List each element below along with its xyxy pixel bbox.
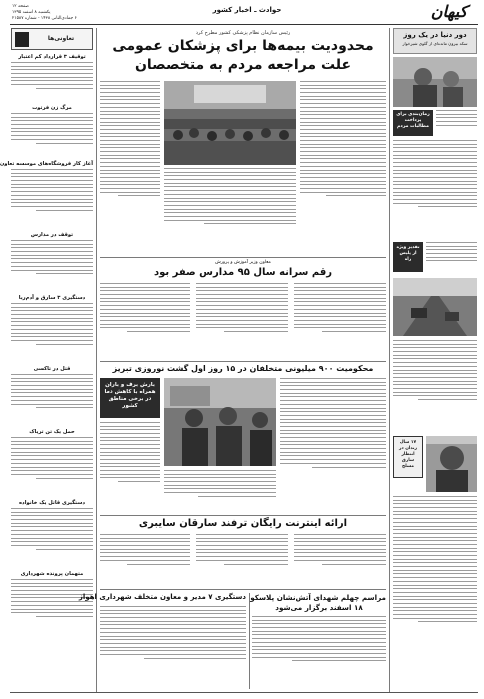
left-item-title: آغاز کار فروشگاه‌های موسسه تعاون: [0, 161, 93, 167]
left-item-title: حمل یک تن تریاک: [29, 429, 75, 435]
world-box-header: [393, 28, 477, 54]
left-sidebar-logo: [11, 28, 93, 50]
small-box-robber-text: ۱۷ سال زندان در انتظار سارق مسلح: [399, 440, 417, 469]
left-item-title: دستگیری ۳ سارق و آدم‌ربا: [18, 295, 86, 301]
left-item-title: قتل در تاکسی: [33, 366, 71, 372]
masthead: [2, 0, 484, 26]
road-photo: [393, 278, 477, 336]
left-sidebar-title: تعاونی‌ها: [47, 35, 75, 42]
lead-box: زمان‌بندی برای پرداخت مطالبات مردم: [393, 110, 433, 136]
section-title: حوادث ـ اخبار کشور: [212, 6, 282, 14]
main-kicker: رئیس سازمان نظام پزشکی کشور مطرح کرد: [195, 30, 291, 36]
logo: [420, 2, 478, 22]
school-headline: رقم سرانه سال ۹۵ مدارس صفر بود: [153, 267, 333, 278]
logo-text: کیهان: [430, 2, 468, 21]
small-box-police: تقدیر ویژه از پلیس راه: [393, 242, 423, 272]
ceremony-headline-1: مراسم چهلم شهدای آتش‌نشان پلاسکو: [250, 593, 386, 602]
suspect-photo: [426, 436, 477, 492]
rain-box: بارش برف و باران همراه با کاهش دما در برخی مناطق کشور: [100, 378, 160, 418]
left-item-title: توقف در مدارس: [30, 232, 74, 238]
world-box-title: دور دنیا در یک روز: [403, 31, 467, 39]
conference-photo: [164, 81, 296, 165]
small-box-robber: [393, 436, 423, 478]
tabriz-photo: [164, 378, 276, 466]
left-item-title: توقیف ۳ قرارداد کم اعتبار: [18, 54, 86, 60]
main-headline-1: محدودیت بیمه‌ها برای پزشکان عمومی: [112, 38, 374, 54]
left-item-title: متهمان پرونده شهرداری: [20, 571, 84, 577]
date-line-issue: ۶ جمادی‌الثانی ۱۴۳۸ - شماره ۲۱۵۸۷: [12, 16, 77, 21]
arrest-headline: دستگیری ۷ مدیر و معاون متخلف شهرداری اهواز: [78, 593, 246, 601]
main-headline-2: علت مراجعه مردم به متخصصان: [134, 57, 352, 73]
page-label: صفحه ۱۲: [12, 4, 29, 9]
world-box-subtitle: سکه بیرون مانده‌ای از گلوی شیرخوار: [402, 41, 468, 46]
internet-headline: ارائه اینترنت رایگان ترفند سارقان سایبری: [138, 518, 348, 529]
ceremony-headline-2: ۱۸ اسفند برگزار می‌شود: [275, 603, 363, 612]
school-kicker: معاون وزیر آموزش و پرورش: [215, 260, 271, 265]
date-line: یکشنبه ۸ اسفند ۱۳۹۵: [12, 10, 51, 15]
left-item-title: مرگ زن فرتوت: [32, 105, 72, 111]
world-photo: [393, 57, 477, 107]
coop-icon: [15, 32, 29, 47]
tabriz-headline: محکومیت ۹۰۰ میلیونی متخلفان در ۱۵ روز اول گشت نوروزی تبریز: [112, 364, 374, 373]
left-item-title: دستگیری قاتل یک خانواده: [19, 500, 85, 506]
